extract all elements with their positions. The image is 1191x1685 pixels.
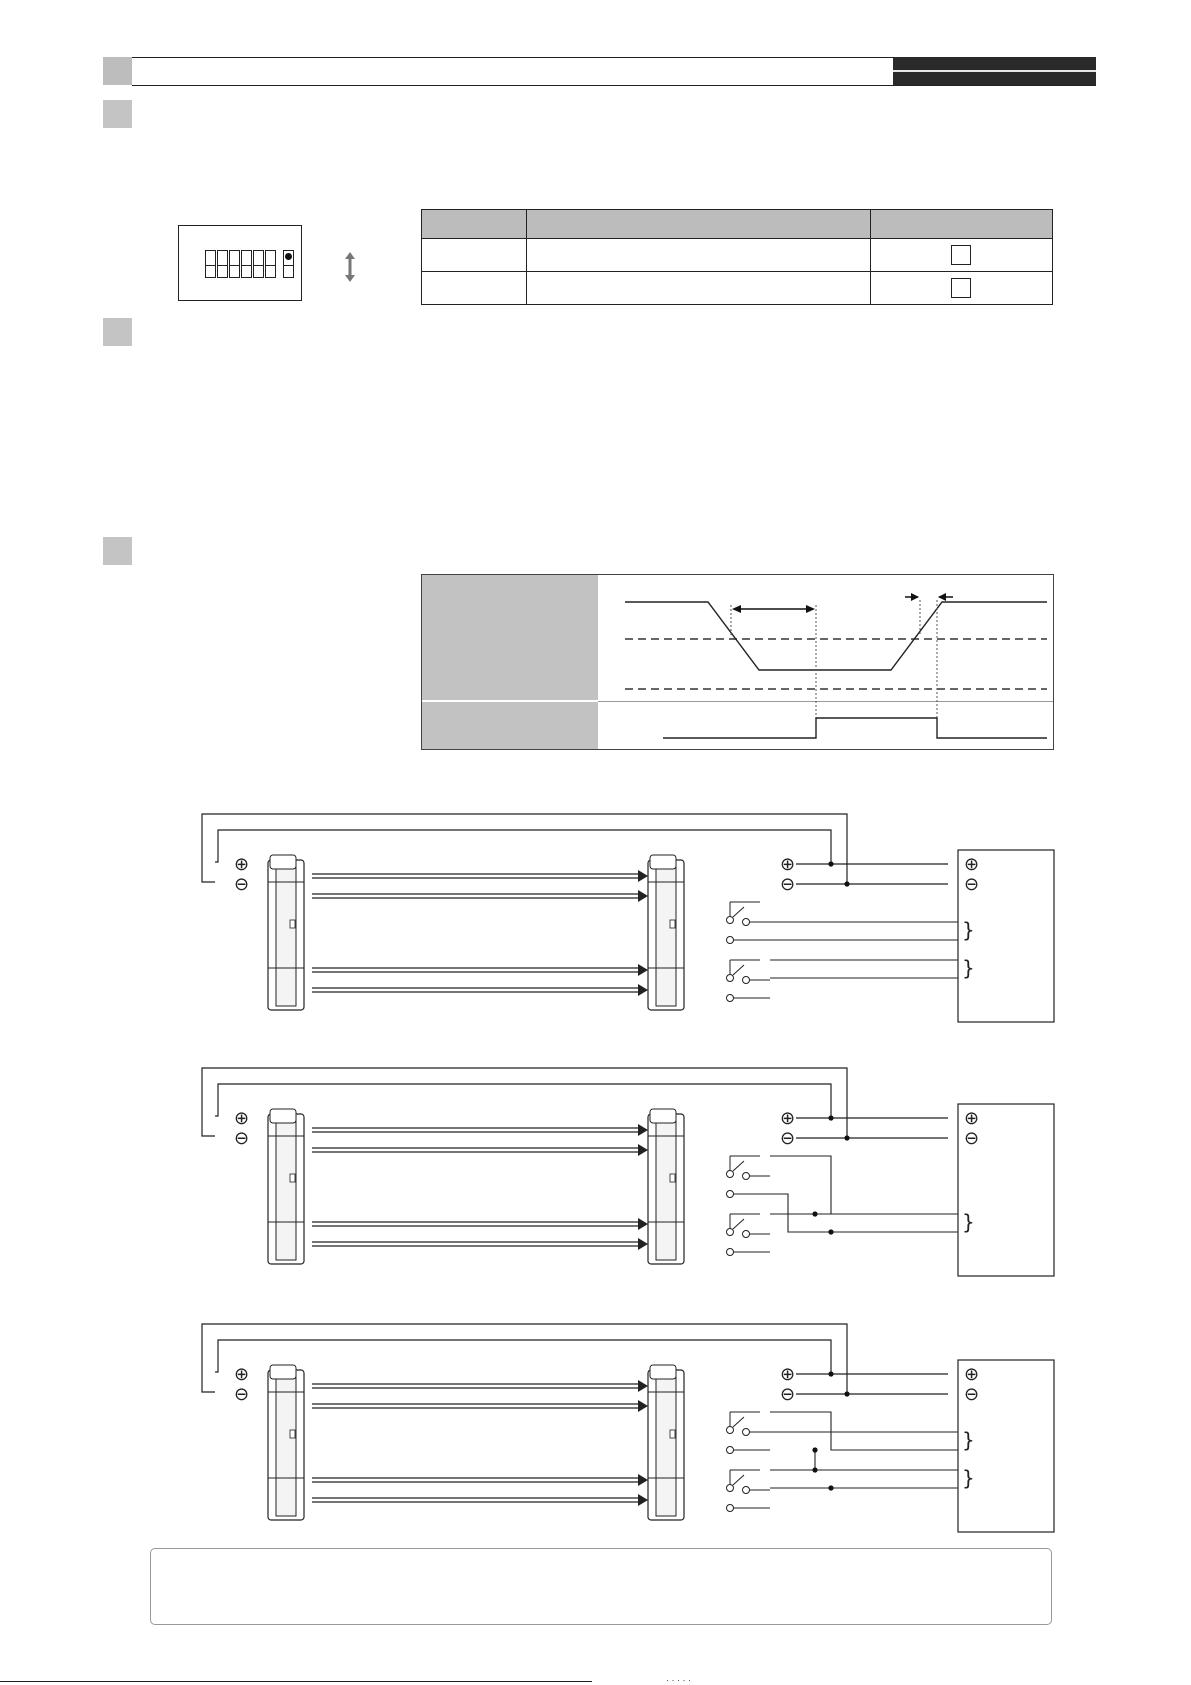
- dip-switch-3[interactable]: [229, 250, 240, 278]
- header-dark-tab-stripe: [893, 70, 1096, 72]
- dip-switch-6[interactable]: [265, 250, 276, 278]
- junction-dot: [828, 861, 833, 866]
- signal-wire: [770, 1412, 958, 1450]
- plus-terminal-icon: ⊕: [234, 1108, 250, 1129]
- timing-label-signal: [422, 575, 598, 700]
- beam-arrow: [312, 1400, 648, 1412]
- brace-icon: }: [962, 918, 975, 942]
- minus-terminal-icon: ⊖: [234, 1384, 250, 1405]
- timing-waveforms: [599, 575, 1053, 749]
- wiring-diagram-2: [190, 1064, 1070, 1299]
- beam-arrow: [312, 964, 648, 976]
- section-marker-1: [103, 100, 132, 128]
- mode-table-row: [422, 239, 1053, 272]
- beam-arrow: [312, 890, 648, 902]
- section-marker-3: [103, 537, 132, 565]
- mode-table-check-cell: [870, 272, 1052, 305]
- section-marker-2: [103, 318, 132, 346]
- brace-icon: }: [962, 1210, 975, 1234]
- plus-terminal-icon: ⊕: [964, 1108, 980, 1129]
- wiring-svg: [190, 810, 1070, 1040]
- junction-dot: [828, 1115, 833, 1120]
- wiring-diagram-3: [190, 1320, 1070, 1555]
- junction-dot: [828, 1229, 833, 1234]
- dip-switch-5[interactable]: [253, 250, 264, 278]
- mode-table: [421, 209, 1053, 305]
- junction-dot: [828, 1371, 833, 1376]
- transmitter-sensor: [268, 1365, 304, 1520]
- plus-terminal-icon: ⊕: [780, 854, 796, 875]
- junction-dot: [844, 1391, 849, 1396]
- plus-terminal-icon: ⊕: [780, 1108, 796, 1129]
- header-section-square: [103, 57, 132, 85]
- beam-arrow: [312, 984, 648, 996]
- output-waveform: [663, 718, 1047, 738]
- mode-table-header-3: [870, 210, 1052, 239]
- relay-contact-1: [727, 1412, 771, 1454]
- wiring-svg: [190, 1320, 1070, 1550]
- header-rule-bottom: [132, 85, 1096, 86]
- wiring-diagram-1: [190, 810, 1070, 1045]
- mode-table-row: [422, 272, 1053, 305]
- minus-terminal-icon: ⊖: [234, 1128, 250, 1149]
- mode-checkbox-2[interactable]: [951, 278, 971, 298]
- plus-terminal-icon: ⊕: [780, 1364, 796, 1385]
- minus-terminal-icon: ⊖: [964, 1128, 980, 1149]
- plus-terminal-icon: ⊕: [234, 1364, 250, 1385]
- beam-arrow: [312, 1144, 648, 1156]
- mode-table-check-cell: [870, 239, 1052, 272]
- dip-switch-4[interactable]: [241, 250, 252, 278]
- plus-terminal-icon: ⊕: [964, 854, 980, 875]
- relay-contact-2: [727, 1214, 771, 1256]
- receiver-sensor: [648, 1109, 684, 1264]
- signal-wire: [770, 1194, 958, 1232]
- beam-arrow: [312, 1474, 648, 1486]
- junction-dot: [828, 1485, 833, 1490]
- mode-table-cell: [526, 239, 870, 272]
- mode-table-cell: [422, 272, 527, 305]
- timing-label-output: [422, 702, 598, 749]
- plus-terminal-icon: ⊕: [234, 854, 250, 875]
- brace-icon: }: [962, 1466, 975, 1490]
- mode-table-header-1: [422, 210, 527, 239]
- beam-arrow: [312, 870, 648, 882]
- receiver-sensor: [648, 1365, 684, 1520]
- junction-dot: [812, 1211, 817, 1216]
- beam-arrow: [312, 1380, 648, 1392]
- dip-switch-block: [178, 225, 302, 301]
- plus-terminal-icon: ⊕: [964, 1364, 980, 1385]
- mode-table-header-2: [526, 210, 870, 239]
- relay-contact-2: [727, 960, 771, 1002]
- beam-arrow: [312, 1124, 648, 1136]
- minus-terminal-icon: ⊖: [234, 874, 250, 895]
- mode-table-header-row: [422, 210, 1053, 239]
- dip-switch-7-knob: [285, 253, 292, 260]
- dip-switch-1[interactable]: [205, 250, 216, 278]
- dip-switch-7[interactable]: [283, 250, 294, 278]
- beam-arrow: [312, 1238, 648, 1250]
- relay-contact-2: [727, 1470, 771, 1512]
- up-down-arrow-icon: [344, 252, 356, 282]
- signal-wire: [770, 1156, 958, 1214]
- minus-terminal-icon: ⊖: [964, 1384, 980, 1405]
- minus-terminal-icon: ⊖: [780, 874, 796, 895]
- transmitter-sensor: [268, 855, 304, 1010]
- junction-dot: [812, 1447, 817, 1452]
- wiring-svg: [190, 1064, 1070, 1294]
- minus-terminal-icon: ⊖: [780, 1384, 796, 1405]
- transmitter-sensor: [268, 1109, 304, 1264]
- signal-level-waveform: [625, 602, 1047, 670]
- mode-checkbox-1[interactable]: [951, 245, 971, 265]
- mode-table-cell: [526, 272, 870, 305]
- junction-dot: [844, 881, 849, 886]
- timing-chart: [421, 574, 1054, 750]
- dip-switch-2[interactable]: [217, 250, 228, 278]
- note-box: [150, 1548, 1052, 1625]
- minus-terminal-icon: ⊖: [780, 1128, 796, 1149]
- junction-dot: [844, 1135, 849, 1140]
- brace-icon: }: [962, 1428, 975, 1452]
- power-loop-inner: [215, 1084, 831, 1116]
- relay-contact-1: [727, 902, 771, 944]
- relay-contact-1: [727, 1156, 771, 1198]
- power-loop-inner: [215, 830, 831, 862]
- minus-terminal-icon: ⊖: [964, 874, 980, 895]
- receiver-sensor: [648, 855, 684, 1010]
- brace-icon: }: [962, 956, 975, 980]
- footer-text: · · · · ·: [666, 1675, 691, 1685]
- power-loop-inner: [215, 1340, 831, 1372]
- junction-dot: [812, 1467, 817, 1472]
- mode-table-cell: [422, 239, 527, 272]
- beam-arrow: [312, 1218, 648, 1230]
- beam-arrow: [312, 1494, 648, 1506]
- footer-rule: [0, 1681, 592, 1682]
